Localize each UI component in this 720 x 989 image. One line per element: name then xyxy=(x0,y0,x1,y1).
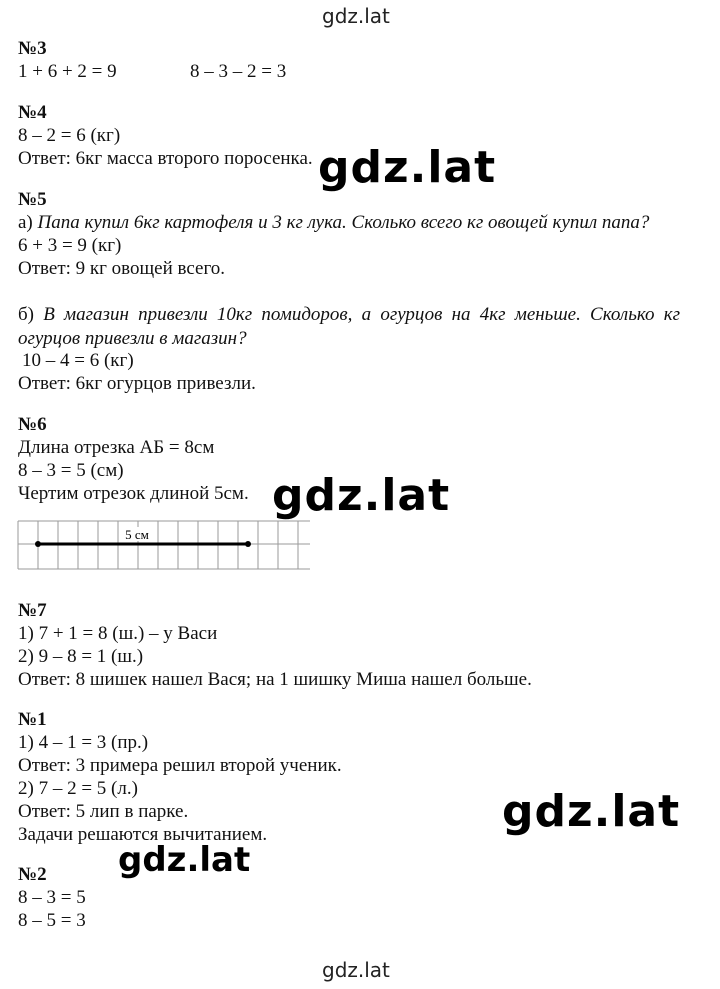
task6-heading: №6 xyxy=(18,414,47,435)
task6-line-1: Длина отрезка АБ = 8см xyxy=(18,437,215,458)
task3-equation-2: 8 – 3 – 2 = 3 xyxy=(190,61,287,82)
task5-a-equation: 6 + 3 = 9 (кг) xyxy=(18,235,122,256)
task7-step-2: 2) 9 – 8 = 1 (ш.) xyxy=(18,646,144,667)
segment-label: 5 см xyxy=(125,527,149,542)
segment-point-end xyxy=(245,541,251,547)
watermark-top: gdz.lat xyxy=(322,4,390,28)
watermark-1: gdz.lat xyxy=(318,142,497,193)
task5-a-prefix: а) xyxy=(18,212,38,233)
task5-b-problem-block xyxy=(18,303,680,351)
task7-heading: №7 xyxy=(18,600,47,621)
task2-equation-1: 8 – 3 = 5 xyxy=(18,887,86,908)
task5-a-answer: Ответ: 9 кг овощей всего. xyxy=(18,258,226,279)
task1-answer-1: Ответ: 3 примера решил второй ученик. xyxy=(18,755,342,776)
task1-heading: №1 xyxy=(18,709,47,730)
task1-step-2: 2) 7 – 2 = 5 (л.) xyxy=(18,778,138,799)
segment-point-start xyxy=(35,541,41,547)
task3-heading: №3 xyxy=(18,38,47,59)
task2-heading: №2 xyxy=(18,864,47,885)
segment-grid xyxy=(14,519,314,571)
watermark-4: gdz.lat xyxy=(118,840,251,880)
task5-a-problem: Папа купил 6кг картофеля и 3 кг лука. Сколько всего кг овощей купил папа? xyxy=(37,212,650,233)
task1-answer-2: Ответ: 5 лип в парке. xyxy=(18,801,189,822)
task5-a-line xyxy=(18,211,649,235)
task5-heading: №5 xyxy=(18,189,47,210)
task7-step-1: 1) 7 + 1 = 8 (ш.) – у Васи xyxy=(18,623,218,644)
watermark-bottom: gdz.lat xyxy=(322,958,390,982)
task2-equation-2: 8 – 5 = 3 xyxy=(18,910,86,931)
task4-answer: Ответ: 6кг масса второго поросенка. xyxy=(18,148,313,169)
watermark-3: gdz.lat xyxy=(502,786,681,837)
task4-equation: 8 – 2 = 6 (кг) xyxy=(18,125,121,146)
task5-b-answer: Ответ: 6кг огурцов привезли. xyxy=(18,373,256,394)
task1-note: Задачи решаются вычитанием. xyxy=(18,824,268,845)
watermark-2: gdz.lat xyxy=(272,470,451,521)
task4-heading: №4 xyxy=(18,102,47,123)
task6-equation: 8 – 3 = 5 (см) xyxy=(18,460,124,481)
task3-equation-1: 1 + 6 + 2 = 9 xyxy=(18,61,117,82)
task5-b-problem: В магазин привезли 10кг помидоров, а огурцов на 4кг меньше. Сколько кг огурцов привезли в магазин? xyxy=(18,304,681,349)
task5-b-equation: 10 – 4 = 6 (кг) xyxy=(22,350,134,371)
task7-answer: Ответ: 8 шишек нашел Вася; на 1 шишку Миша нашел больше. xyxy=(18,669,532,690)
task5-b-prefix: б) xyxy=(18,304,44,325)
task6-line-3: Чертим отрезок длиной 5см. xyxy=(18,483,249,504)
task1-step-1: 1) 4 – 1 = 3 (пр.) xyxy=(18,732,149,753)
